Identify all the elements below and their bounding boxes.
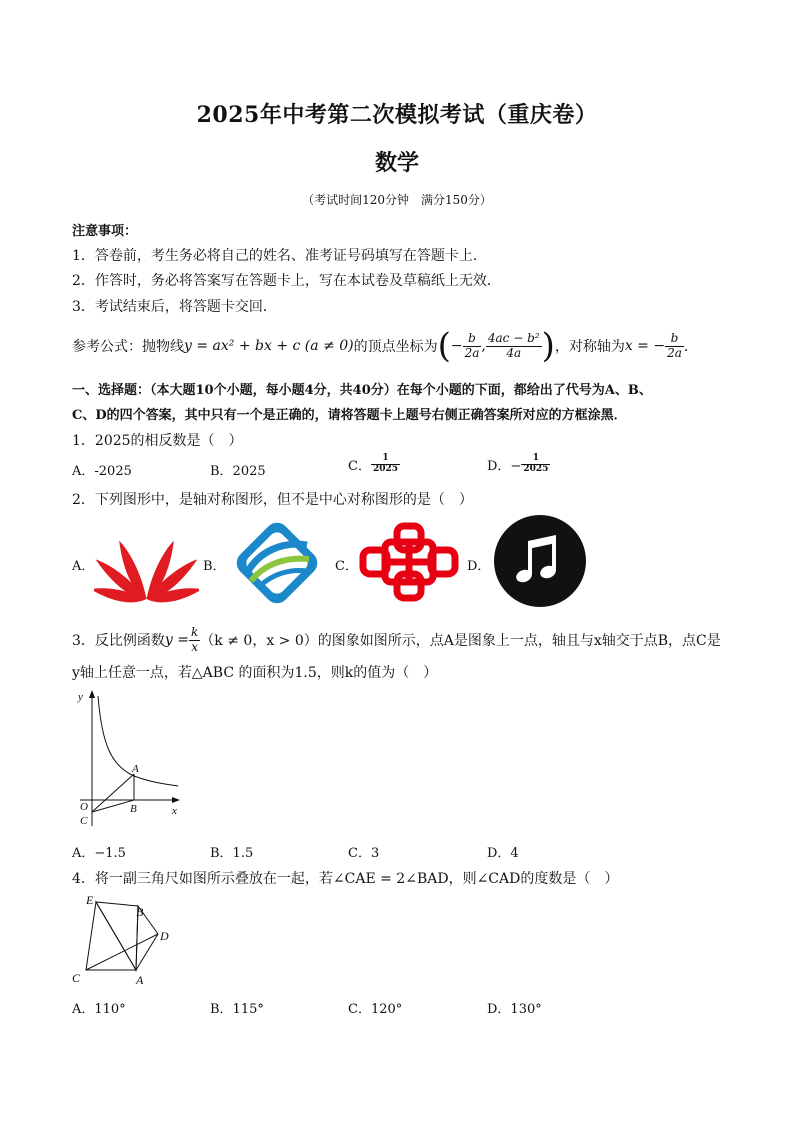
q1-option-d: D．− $\frac{1}{2025}$ bbox=[487, 453, 549, 474]
section1-line2: C、D的四个答案，其中只有一个是正确的，请将答题卡上题号右侧正确答案所对应的方框涂黑． bbox=[72, 408, 627, 423]
axis-lhs: x = − bbox=[624, 338, 666, 354]
left-paren: ( bbox=[437, 326, 451, 366]
q2-option-b: B． bbox=[203, 559, 226, 574]
graph-label-a: A bbox=[132, 763, 139, 775]
q1-stem: 1．2025的相反数是（ ） bbox=[72, 433, 243, 449]
huawei-logo-icon bbox=[94, 525, 199, 603]
notes-heading: 注意事项： bbox=[72, 224, 138, 239]
q1-option-a: A．-2025 bbox=[72, 464, 132, 479]
page-title: 2025年中考第二次模拟考试（重庆卷） bbox=[196, 102, 598, 128]
music-note-icon bbox=[494, 515, 586, 607]
q4-option-d: D．130° bbox=[487, 1002, 542, 1017]
note-item: 3．考试结束后，将答题卡交回． bbox=[72, 299, 277, 315]
formula-mid: 的顶点坐标为 bbox=[353, 339, 438, 355]
diagram-label-d: D bbox=[160, 929, 169, 943]
graph-label-y: y bbox=[78, 691, 83, 703]
q3-function-graph bbox=[72, 686, 188, 828]
q3-stem: 3．反比例函数 y = $\frac{k}{x}$ （k ≠ 0，x > 0）的图象如图所示，点A是图象上一点，轴且与x轴交于点B，点C是 bbox=[72, 625, 721, 654]
q1-option-c: C． $\frac{1}{2025}$ bbox=[348, 453, 399, 474]
q2-option-c: C． bbox=[335, 559, 358, 574]
subject-title: 数学 bbox=[374, 150, 419, 176]
graph-label-c: C bbox=[80, 815, 88, 827]
right-paren: ) bbox=[541, 326, 555, 366]
section1-line1: 一、选择题：（本大题10个小题，每小题4分，共40分）在每个小题的下面，都给出了代号为A、B、 bbox=[72, 383, 652, 398]
note-item: 1．答卷前，考生务必将自己的姓名、准考证号码填写在答题卡上． bbox=[72, 248, 487, 264]
exam-meta: （考试时间120分钟 满分150分） bbox=[302, 193, 492, 207]
q4-option-a: A．110° bbox=[72, 1002, 126, 1017]
q3-option-b: B．1.5 bbox=[210, 846, 254, 861]
axis-fraction: $\frac{b}{2a}$ bbox=[667, 331, 682, 360]
q3-option-c: C．3 bbox=[348, 846, 380, 861]
graph-label-o: O bbox=[80, 801, 88, 813]
graph-label-b: B bbox=[130, 803, 137, 815]
q4-triangles-diagram bbox=[72, 892, 182, 988]
axis-text: ，对称轴为 bbox=[554, 339, 625, 355]
q2-option-a: A． bbox=[72, 559, 95, 574]
q3-option-d: D．4 bbox=[487, 846, 519, 861]
q2-option-d: D． bbox=[467, 559, 491, 574]
diagram-label-e: E bbox=[86, 893, 94, 907]
q4-option-c: C．120° bbox=[348, 1002, 403, 1017]
diagram-label-a: A bbox=[136, 973, 144, 987]
vertex-x-fraction: $\frac{b}{2a}$ bbox=[464, 331, 480, 360]
q1-option-b: B．2025 bbox=[210, 464, 266, 479]
china-unicom-knot-icon bbox=[357, 520, 461, 604]
formula-expr: y = ax² + bx + c (a ≠ 0) bbox=[184, 338, 354, 354]
china-mobile-logo-icon bbox=[229, 515, 325, 611]
vertex-y-fraction: $\frac{\text{4ac − b²}}{4a}$ bbox=[487, 331, 540, 360]
q4-option-b: B．115° bbox=[210, 1002, 264, 1017]
reference-formula: 参考公式：抛物线 y = ax² + bx + c (a ≠ 0) 的顶点坐标为 ( − $\frac{b}{2a}$ , $\frac{\text{4ac − b²}}{4a}$ ) ，对称轴为 x = − $\frac{b}{2a}$ ． bbox=[72, 326, 698, 366]
q2-stem: 2．下列图形中，是轴对称图形，但不是中心对称图形的是（ ） bbox=[72, 492, 473, 508]
q4-stem: 4．将一副三角尺如图所示叠放在一起，若∠CAE = 2∠BAD，则∠CAD的度数是（ ） bbox=[72, 871, 619, 887]
diagram-label-b: B bbox=[136, 905, 144, 919]
q3-option-a: A．−1.5 bbox=[72, 846, 126, 861]
note-item: 2．作答时，务必将答案写在答题卡上，写在本试卷及草稿纸上无效． bbox=[72, 273, 501, 289]
q3-stem-line2: y轴上任意一点，若△ABC 的面积为1.5，则k的值为（ ） bbox=[72, 665, 438, 681]
graph-label-x: x bbox=[172, 805, 177, 817]
formula-prefix: 参考公式：抛物线 bbox=[72, 339, 184, 355]
diagram-label-c: C bbox=[72, 971, 81, 985]
